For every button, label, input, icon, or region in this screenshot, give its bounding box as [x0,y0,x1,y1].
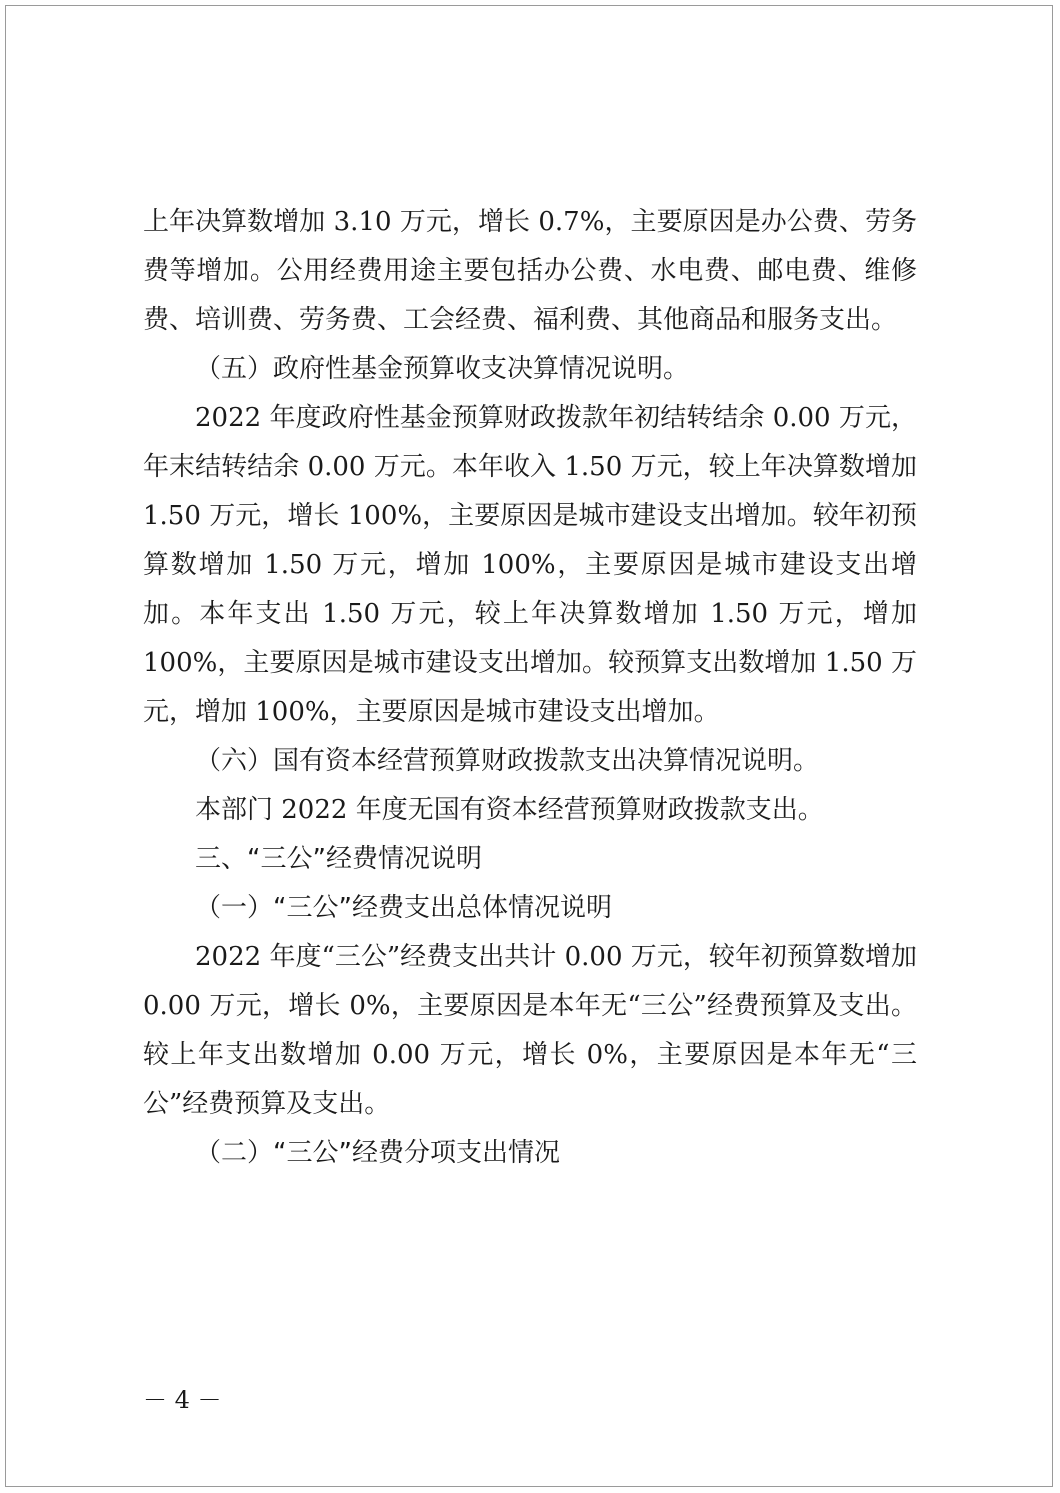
paragraph-state-capital-budget: 本部门 2022 年度无国有资本经营预算财政拨款支出。 [195,795,824,825]
page-number: － 4 － [143,1386,222,1414]
heading-three-public-overall: （一）“三公”经费支出总体情况说明 [195,893,612,923]
paragraph-three-public-overall: 2022 年度“三公”经费支出共计 0.00 万元，较年初预算数增加 0.00 万元，增长 0%，主要原因是本年无“三公”经费预算及支出。较上年支出数增加 0.00 万元，增长 0%，主要原因是本年无“三公”经费预算及支出。 [143,942,917,1119]
paragraph-government-fund-budget: 2022 年度政府性基金预算财政拨款年初结转结余 0.00 万元，年末结转结余 0.00 万元。本年收入 1.50 万元，较上年决算数增加 1.50 万元，增长 100%，主要原因是城市建设支出增加。较年初预算数增加 1.50 万元，增加 100%，主要原因是城市建设支出增加。本年支出 1.50 万元，较上年决算数增加 1.50 万元，增加 100%，主要原因是城市建设支出增加。较预算支出数增加 1.50 万元，增加 100%，主要原因是城市建设支出增加。 [143,403,917,727]
heading-three-public-itemized: （二）“三公”经费分项支出情况 [195,1138,560,1168]
paragraph-public-expenses-continued: 上年决算数增加 3.10 万元，增长 0.7%，主要原因是办公费、劳务费等增加。公用经费用途主要包括办公费、水电费、邮电费、维修费、培训费、劳务费、工会经费、福利费、其他商品和服务支出。 [143,207,917,335]
heading-three-public-expenses: 三、“三公”经费情况说明 [195,844,482,874]
document-body [143,198,917,1178]
heading-government-fund-budget: （五）政府性基金预算收支决算情况说明。 [195,354,690,384]
heading-state-capital-budget: （六）国有资本经营预算财政拨款支出决算情况说明。 [195,746,820,776]
